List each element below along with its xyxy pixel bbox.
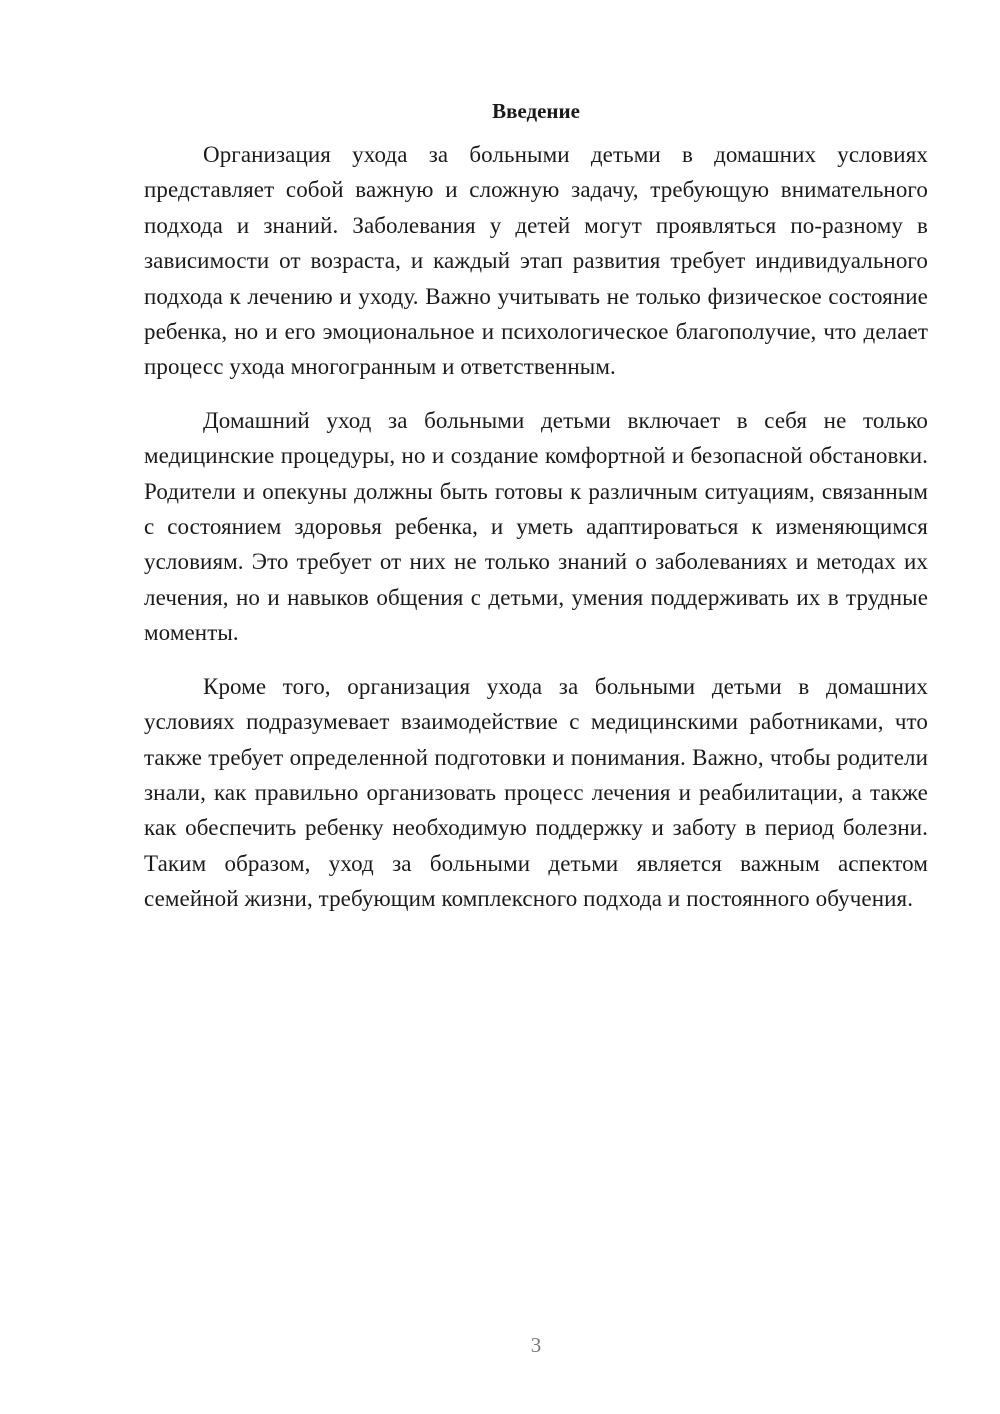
page-number: 3: [530, 1333, 542, 1357]
page-content: [144, 94, 928, 935]
paragraph-1: Организация ухода за больными детьми в домашних условиях представляет собой важную и сложную задачу, требующую внимательного подхода и знаний. Заболевания у детей могут проявляться по-разному в зависимости от возраста, и каждый этап развития требует индивидуального подхода к лечению и уходу. Важно учитывать не только физическое состояние ребенка, но и его эмоциональное и психологическое благополучие, что делает процесс ухода многогранным и ответственным.: [144, 142, 928, 380]
section-heading: Введение: [492, 99, 580, 123]
paragraph-2: Домашний уход за больными детьми включает в себя не только медицинские процедуры, но и создание комфортной и безопасной обстановки. Родители и опекуны должны быть готовы к различным ситуациям, связанным с состоянием здоровья ребенка, и уметь адаптироваться к изменяющимся условиям. Это требует от них не только знаний о заболеваниях и методах их лечения, но и навыков общения с детьми, умения поддерживать их в трудные моменты.: [144, 407, 928, 646]
paragraph-3: Кроме того, организация ухода за больными детьми в домашних условиях подразумевает взаимодействие с медицинскими работниками, что также требует определенной подготовки и понимания. Важно, чтобы родители знали, как правильно организовать процесс лечения и реабилитации, а также как обеспечить ребенку необходимую поддержку и заботу в период болезни. Таким образом, уход за больными детьми является важным аспектом семейной жизни, требующим комплексного подхода и постоянного обучения.: [144, 673, 928, 912]
